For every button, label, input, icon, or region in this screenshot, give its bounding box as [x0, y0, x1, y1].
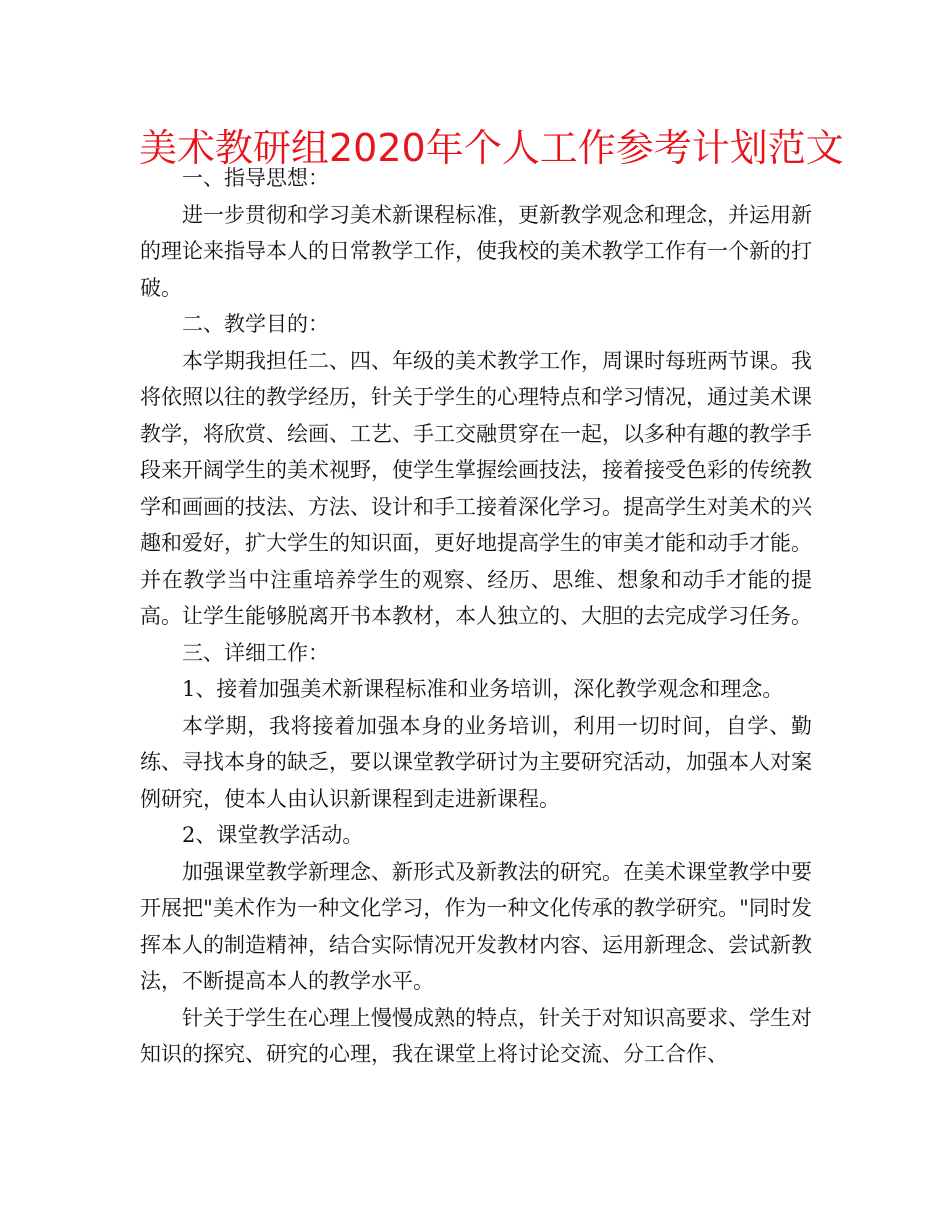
document-title: 美术教研组2020年个人工作参考计划范文	[139, 126, 844, 170]
document-body	[140, 160, 812, 1073]
section-heading-guiding-thought: 一、指导思想：	[182, 166, 329, 190]
paragraph: 加强课堂教学新理念、新形式及新教法的研究。在美术课堂教学中要开展把"美术作为一种文化学习，作为一种文化传承的教学研究。"同时发挥本人的制造精神，结合实际情况开发教材内容、运用新理念、尝试新教法，不断提高本人的教学水平。	[140, 859, 812, 993]
paragraph: 针关于学生在心理上慢慢成熟的特点，针关于对知识高要求、学生对知识的探究、研究的心理，我在课堂上将讨论交流、分工合作、	[140, 1005, 812, 1066]
section-heading-detailed-work: 三、详细工作：	[182, 640, 329, 665]
paragraph: 本学期我担任二、四、年级的美术教学工作，周课时每班两节课。我将依照以往的教学经历，针关于学生的心理特点和学习情况，通过美术课教学，将欣赏、绘画、工艺、手工交融贯穿在一起，以多种有趣的教学手段来开阔学生的美术视野，使学生掌握绘画技法，接着接受色彩的传统教学和画画的技法、方法、设计和手工接着深化学习。提高学生对美术的兴趣和爱好，扩大学生的知识面，更好地提高学生的审美才能和动手才能。并在教学当中注重培养学生的观察、经历、思维、想象和动手才能的提高。让学生能够脱离开书本教材，本人独立的、大胆的去完成学习任务。	[140, 348, 812, 628]
subheading-item-1: 1、接着加强美术新课程标准和业务培训，深化教学观念和理念。	[182, 677, 784, 701]
section-heading-teaching-goal: 二、教学目的：	[182, 312, 329, 336]
subheading-item-2: 2、课堂教学活动。	[182, 823, 364, 847]
paragraph: 进一步贯彻和学习美术新课程标准，更新教学观念和理念，并运用新的理论来指导本人的日常教学工作，使我校的美术教学工作有一个新的打破。	[140, 202, 812, 300]
paragraph: 本学期，我将接着加强本身的业务培训，利用一切时间，自学、勤练、寻找本身的缺乏，要以课堂教学研讨为主要研究活动，加强本人对案例研究，使本人由认识新课程到走进新课程。	[140, 713, 812, 811]
